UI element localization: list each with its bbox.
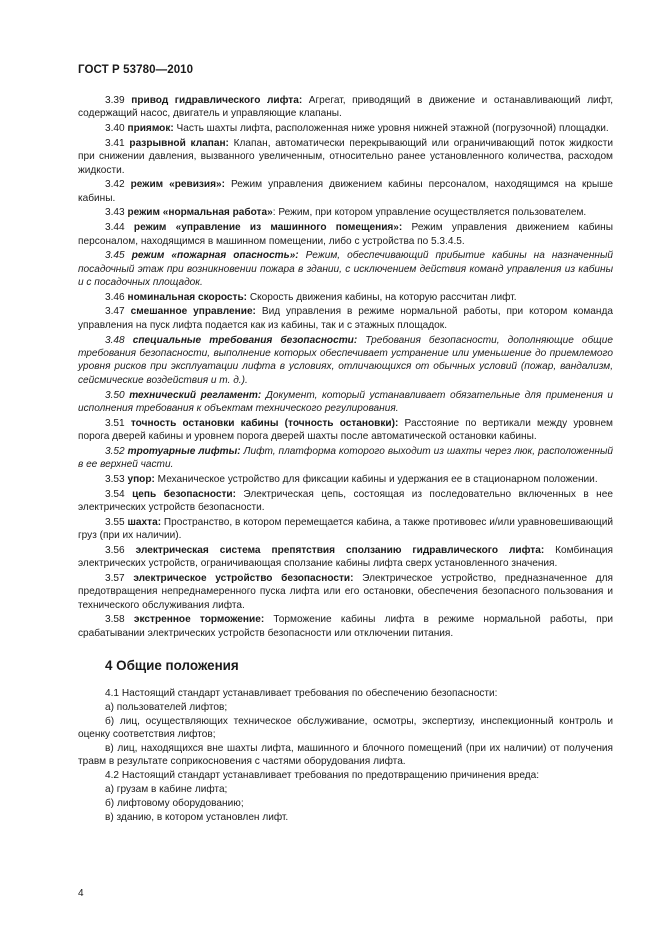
term-definition: Часть шахты лифта, расположенная ниже уровня нижней этажной (погрузочной) площадки. (173, 123, 609, 135)
term-definition: Лифт, платформа которого выходит из шахты через люк, расположенный в ее верхней части. (78, 445, 614, 471)
term-number: 3.46 (105, 291, 125, 303)
term-3-54 (78, 488, 613, 515)
term-number: 3.44 (105, 222, 125, 234)
term-definition: Электрическая цепь, состоящая из последовательно включенных в нее электрических устройств безопасности. (78, 488, 613, 513)
list-item: в) лиц, находящихся вне шахты лифта, машинного и блочного помещений (при их наличии) от получения травм в результате соприкосновения с частями оборудования лифта. (78, 742, 613, 768)
term-number: 3.43 (105, 207, 125, 219)
term-number: 3.39 (105, 95, 125, 106)
term-name: режим «управление из машинного помещения»: (133, 222, 403, 234)
term-3-41 (78, 137, 613, 177)
term-number: 3.56 (105, 544, 125, 556)
term-name: смешанное управление: (130, 306, 256, 318)
list-item: а) пользователей лифтов; (105, 701, 228, 713)
term-name: тротуарные лифты: (127, 445, 241, 457)
term-number: 3.53 (105, 473, 125, 485)
term-name: шахта: (127, 516, 162, 528)
term-name: цепь безопасности: (132, 488, 236, 500)
term-name: режим «пожарная опасность»: (131, 250, 299, 262)
term-3-46 (78, 291, 613, 304)
document-header: ГОСТ Р 53780—2010 (78, 64, 194, 76)
term-3-55 (78, 516, 613, 543)
term-name: точность остановки кабины (точность остановки): (130, 417, 399, 429)
term-3-42 (78, 178, 613, 205)
term-number: 3.52 (105, 445, 125, 457)
term-name: привод гидравлического лифта: (131, 95, 303, 106)
term-number: 3.41 (105, 137, 125, 149)
term-number: 3.54 (105, 488, 125, 500)
term-definition: Режим управления движением кабины персоналом, находящимся на крыше кабины. (78, 179, 614, 204)
term-3-53 (78, 473, 613, 486)
list-item: б) лифтовому оборудованию; (105, 797, 244, 809)
term-number: 3.40 (105, 123, 125, 135)
list-item: б) лиц, осуществляющих техническое обслуживание, осмотры, экспертизу, инспекционный контроль и оценку соответствия лифтов; (78, 715, 613, 741)
term-definition: Электрическое устройство, предназначенное для предотвращения непреднамеренного пуска лифта или его остановки, обеспечения безопасного пользования и технического обслуживания лифта. (78, 572, 613, 611)
term-name: экстренное торможение: (133, 614, 265, 626)
term-number: 3.50 (105, 389, 125, 401)
document-body (78, 94, 613, 824)
term-definition: Клапан, автоматически перекрывающий или ограничивающий поток жидкости при снижении давления, вызванного увеличенным, относительно ранее установленного количества, расходом жидкости. (78, 137, 613, 176)
term-definition: Механическое устройство для фиксации кабины и удержания ее в стационарном положении. (154, 473, 598, 485)
term-number: 3.51 (105, 417, 125, 429)
term-number: 3.45 (105, 250, 125, 262)
section-4-title: 4 Общие положения (105, 658, 239, 674)
term-3-48 (78, 334, 613, 388)
term-3-47 (78, 305, 613, 332)
list-item: в) зданию, в котором установлен лифт. (105, 811, 289, 823)
term-name: приямок: (127, 123, 174, 135)
term-definition: : Режим, при котором управление осуществляется пользователем. (272, 207, 587, 219)
term-3-40 (78, 122, 613, 135)
term-definition: Скорость движения кабины, на которую рассчитан лифт. (247, 291, 517, 303)
clause-4-1: 4.1 Настоящий стандарт устанавливает требования по обеспечению безопасности: (105, 688, 498, 700)
term-number: 3.57 (105, 572, 125, 584)
term-3-44 (78, 221, 613, 248)
term-definition: Требования безопасности, дополняющие общие требования безопасности, выполнение которых обеспечивает устранение или уменьшение до приемлемого уровня рисков при эксплуатации лифта в условиях, отличающихся от обычных условий (пожар, вандализм, сейсмические воздействия и т. д.). (78, 334, 613, 386)
term-name: технический регламент: (129, 389, 262, 401)
term-definition: Документ, который устанавливает обязательные для применения и исполнения требования к объектам технического регулирования. (78, 389, 613, 414)
term-number: 3.47 (105, 306, 125, 318)
clause-4-2: 4.2 Настоящий стандарт устанавливает требования по предотвращению причинения вреда: (105, 770, 540, 782)
term-name: номинальная скорость: (127, 291, 248, 303)
term-3-57 (78, 572, 613, 612)
term-name: специальные требования безопасности: (132, 334, 358, 346)
term-3-58 (78, 613, 613, 640)
term-3-56 (78, 544, 613, 571)
term-number: 3.55 (105, 516, 125, 528)
term-3-43 (78, 206, 613, 219)
term-definition: Вид управления в режиме нормальной работы, при котором команда управления на пуск лифта подается как из кабины, так и с этажных площадок. (78, 306, 613, 331)
term-name: режим «ревизия»: (130, 179, 225, 191)
term-definition: Агрегат, приводящий в движение и останавливающий лифт, содержащий насос, двигатель и управляющие клапаны. (78, 95, 613, 120)
term-definition: Режим управления движением кабины персоналом, находящимся в машинном помещении, либо с устройства по 5.3.4.5. (78, 222, 613, 247)
term-3-50 (78, 389, 613, 416)
term-definition: Режим, обеспечивающий прибытие кабины на назначенный посадочный этаж при возникновении пожара в здании, с исключением действия команд управления из кабины и с посадочных площадок. (78, 250, 613, 289)
page-number: 4 (78, 888, 84, 899)
term-3-51 (78, 417, 613, 444)
term-name: режим «нормальная работа» (127, 207, 273, 219)
term-definition: Комбинация электрических устройств, ограничивающая сползание кабины лифта сверх установленного значения. (78, 544, 613, 570)
term-definition: Пространство, в котором перемещается кабина, а также противовес и/или уравновешивающий груз (при их наличии). (78, 516, 613, 542)
term-3-45 (78, 249, 613, 289)
term-3-39 (78, 94, 613, 121)
term-name: электрическая система препятствия сползанию гидравлического лифта: (135, 544, 545, 556)
term-name: упор: (127, 473, 155, 485)
term-number: 3.42 (105, 179, 125, 191)
list-item: а) грузам в кабине лифта; (105, 783, 228, 795)
term-definition: Торможение кабины лифта в режиме нормальной работы, при срабатывании электрических устройств безопасности или отключении питания. (78, 614, 613, 639)
term-3-52 (78, 445, 613, 472)
term-definition: Расстояние по вертикали между уровнем порога дверей кабины и уровнем порога дверей шахты после автоматической остановки кабины. (78, 417, 613, 443)
term-name: электрическое устройство безопасности: (133, 572, 354, 584)
term-number: 3.48 (105, 334, 125, 346)
term-name: разрывной клапан: (129, 137, 229, 149)
term-number: 3.58 (105, 614, 125, 626)
